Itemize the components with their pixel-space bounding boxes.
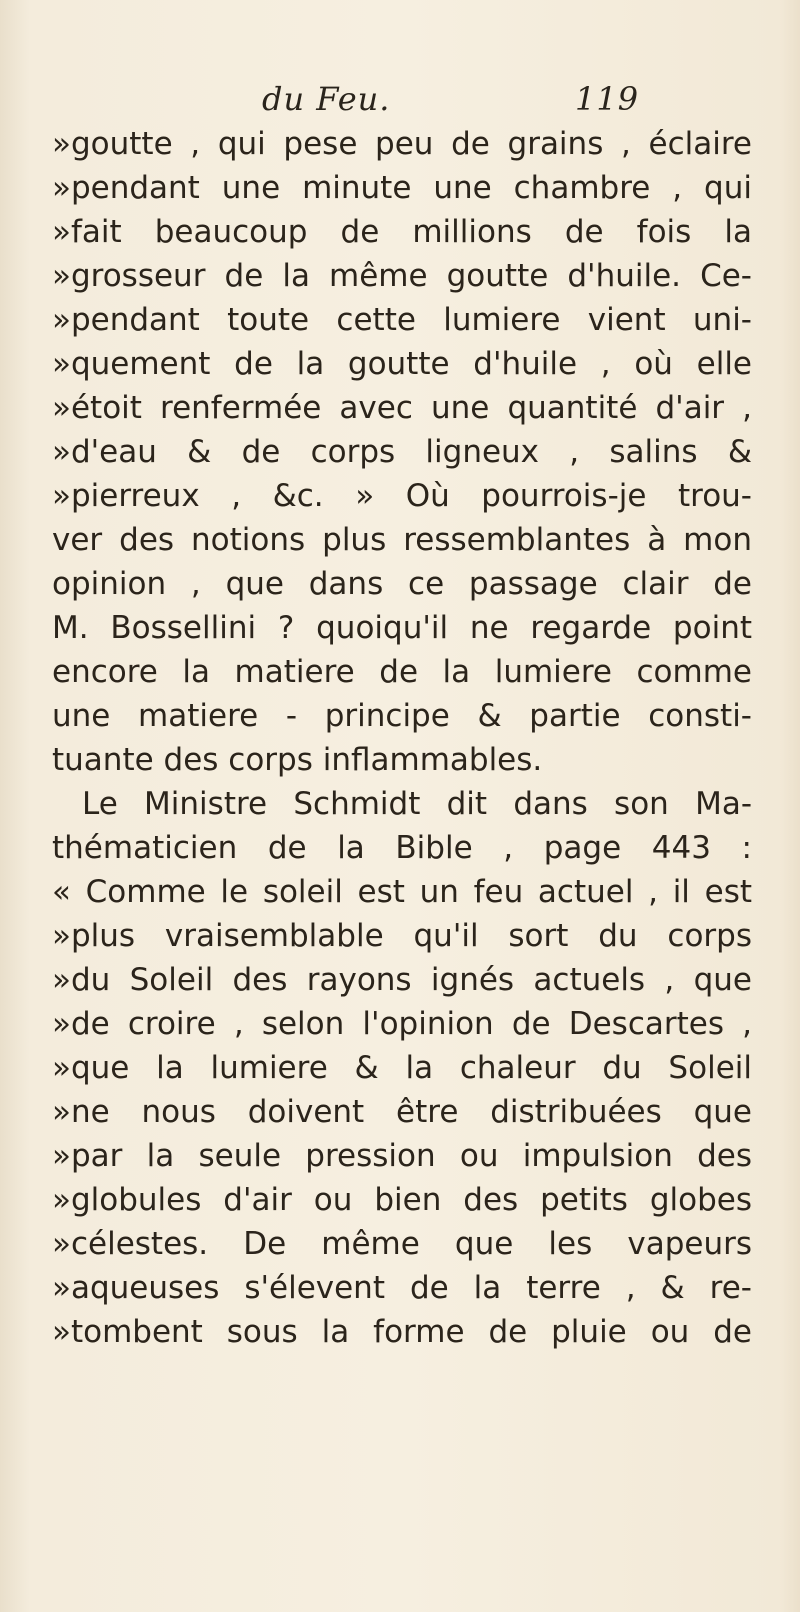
text-line: »grosseur de la même goutte d'huile. Ce- — [52, 258, 752, 294]
body-text — [52, 122, 752, 1354]
text-line: »pendant toute cette lumiere vient uni- — [52, 302, 752, 338]
text-line: »célestes. De même que les vapeurs — [52, 1226, 752, 1262]
page-header — [0, 80, 800, 124]
text-line: »plus vraisemblable qu'il sort du corps — [52, 918, 752, 954]
text-line: »tombent sous la forme de pluie ou de — [52, 1314, 752, 1350]
text-line: »globules d'air ou bien des petits globes — [52, 1182, 752, 1218]
text-line: thématicien de la Bible , page 443 : — [52, 830, 752, 866]
text-line: « Comme le soleil est un feu actuel , il est — [52, 874, 752, 910]
text-line: »de croire , selon l'opinion de Descartes , — [52, 1006, 752, 1042]
text-line: »fait beaucoup de millions de fois la — [52, 214, 752, 250]
text-line: ver des notions plus ressemblantes à mon — [52, 522, 752, 558]
text-line: M. Bossellini ? quoiqu'il ne regarde point — [52, 610, 752, 646]
text-line: »d'eau & de corps ligneux , salins & — [52, 434, 752, 470]
text-line: Le Ministre Schmidt dit dans son Ma- — [82, 786, 752, 822]
text-line: »ne nous doivent être distribuées que — [52, 1094, 752, 1130]
page-number: 119 — [575, 80, 640, 118]
text-line: encore la matiere de la lumiere comme — [52, 654, 752, 690]
text-line: opinion , que dans ce passage clair de — [52, 566, 752, 602]
running-title: du Feu. — [262, 80, 391, 118]
text-line: »du Soleil des rayons ignés actuels , que — [52, 962, 752, 998]
text-line: »étoit renfermée avec une quantité d'air , — [52, 390, 752, 426]
text-line: »pendant une minute une chambre , qui — [52, 170, 752, 206]
text-line: »pierreux , &c. » Où pourrois-je trou- — [52, 478, 752, 514]
text-line: »aqueuses s'élevent de la terre , & re- — [52, 1270, 752, 1306]
text-line: »que la lumiere & la chaleur du Soleil — [52, 1050, 752, 1086]
text-line: une matiere - principe & partie consti- — [52, 698, 752, 734]
text-line: »par la seule pression ou impulsion des — [52, 1138, 752, 1174]
text-line: »quement de la goutte d'huile , où elle — [52, 346, 752, 382]
text-line: tuante des corps inflammables. — [52, 742, 543, 778]
text-line: »goutte , qui pese peu de grains , éclaire — [52, 126, 752, 162]
